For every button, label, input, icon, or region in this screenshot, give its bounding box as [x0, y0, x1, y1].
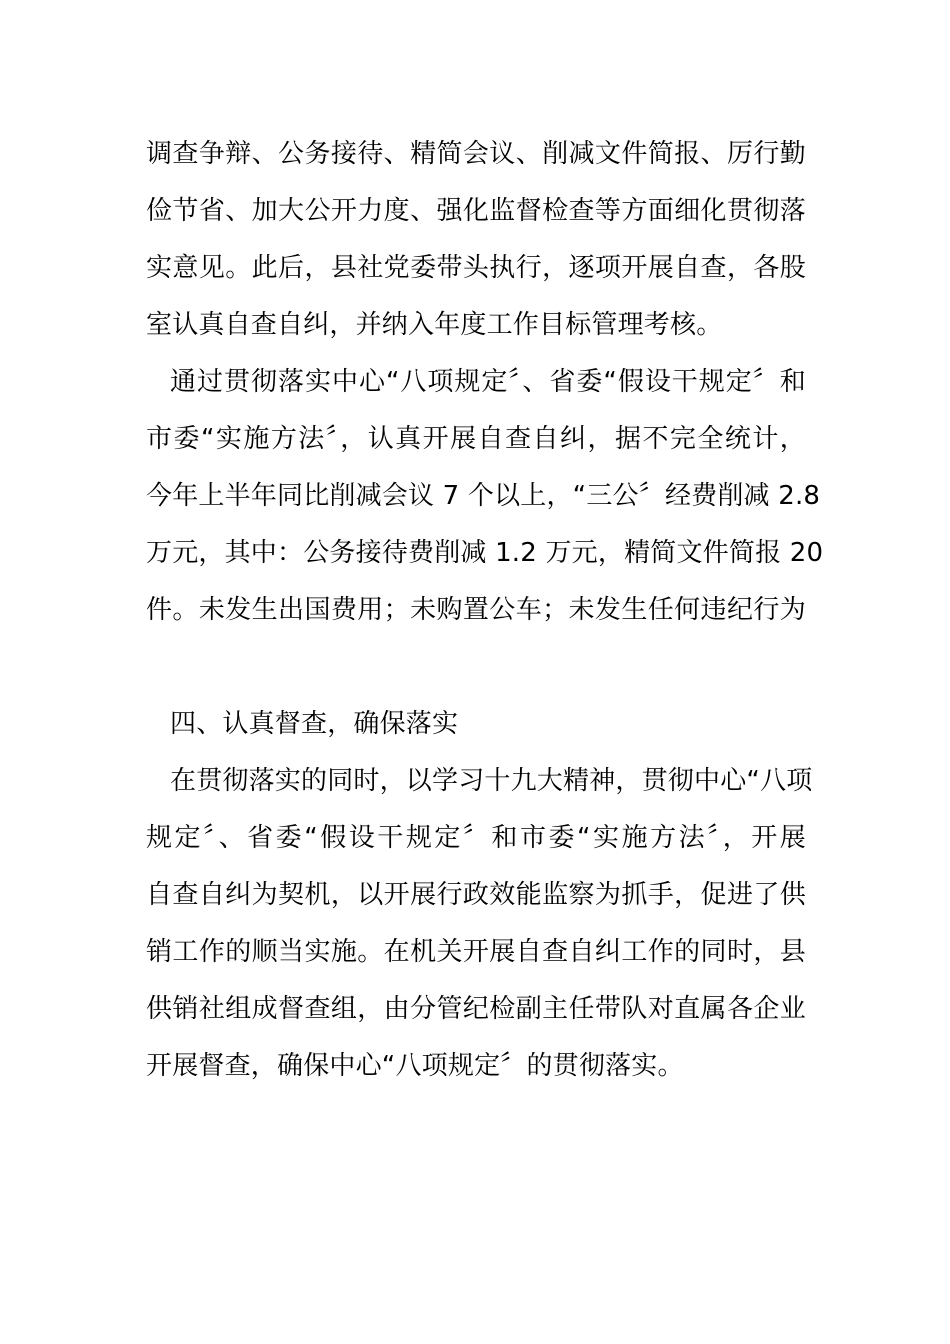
paragraph-line: 通过贯彻落实中心“八项规定〞、省委“假设干规定〞和 — [170, 367, 806, 397]
paragraph-line: 件。未发生出国费用；未购置公车；未发生任何违纪行为 — [146, 595, 806, 625]
paragraph-line: 实意见。此后，县社党委带头执行，逐项开展自查，各股 — [146, 253, 806, 283]
paragraph-line: 开展督查，确保中心“八项规定〞的贯彻落实。 — [146, 1051, 684, 1081]
paragraph-line: 万元，其中：公务接待费削减 1.2 万元，精简文件简报 20 — [146, 538, 824, 568]
paragraph-line: 供销社组成督查组，由分管纪检副主任带队对直属各企业 — [146, 994, 806, 1024]
paragraph-line: 规定〞、省委“假设干规定〞和市委“实施方法〞，开展 — [146, 823, 806, 853]
paragraph-line: 今年上半年同比削减会议 7 个以上，“三公〞经费削减 2.8 — [146, 481, 821, 511]
paragraph-line: 市委“实施方法〞，认真开展自查自纠，据不完全统计， — [146, 424, 806, 454]
section-heading: 四、认真督查，确保落实 — [170, 709, 459, 739]
paragraph-line: 调查争辩、公务接待、精简会议、削减文件简报、厉行勤 — [146, 139, 806, 169]
paragraph-line: 室认真自查自纠，并纳入年度工作目标管理考核。 — [146, 310, 723, 340]
paragraph-line: 俭节省、加大公开力度、强化监督检查等方面细化贯彻落 — [146, 196, 806, 226]
paragraph-line: 自查自纠为契机，以开展行政效能监察为抓手，促进了供 — [146, 880, 806, 910]
paragraph-line: 销工作的顺当实施。在机关开展自查自纠工作的同时，县 — [146, 937, 806, 967]
paragraph-line: 在贯彻落实的同时，以学习十九大精神，贯彻中心“八项 — [170, 766, 813, 796]
